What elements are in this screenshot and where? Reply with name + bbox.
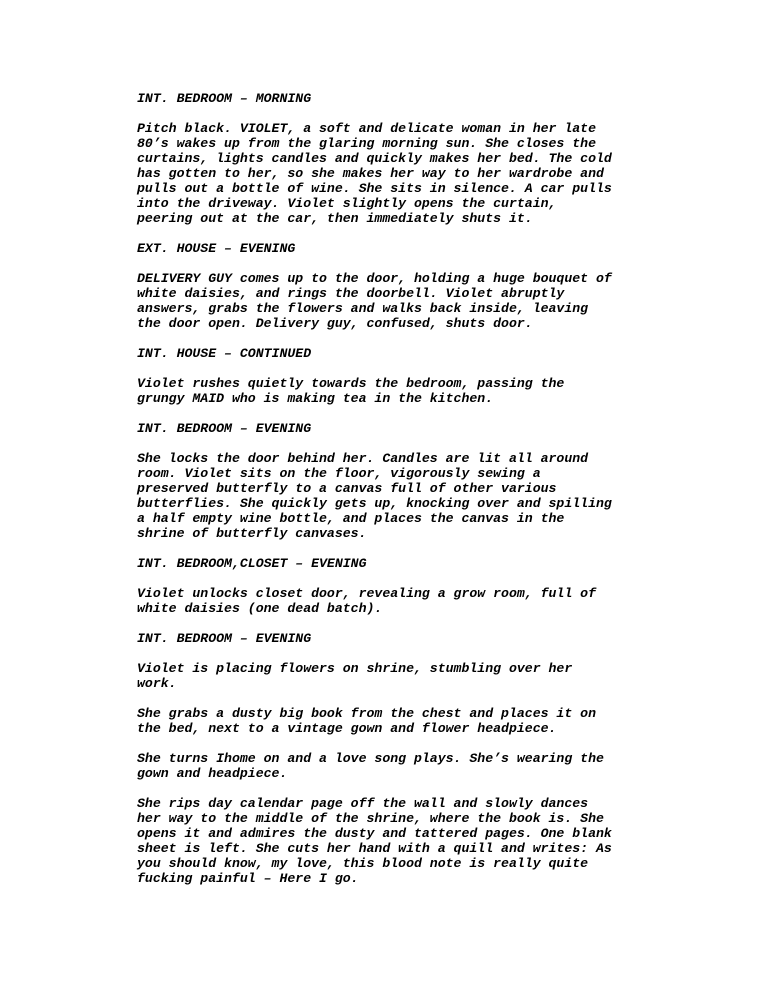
scene-heading: INT. BEDROOM – MORNING bbox=[137, 91, 312, 106]
scene-heading: INT. BEDROOM – EVENING bbox=[137, 631, 312, 646]
screenplay-body bbox=[137, 91, 697, 901]
scene-heading: EXT. HOUSE – EVENING bbox=[137, 241, 296, 256]
action-paragraph: Violet is placing flowers on shrine, stumbling over her work. bbox=[137, 661, 573, 691]
scene-heading: INT. BEDROOM,CLOSET – EVENING bbox=[137, 556, 367, 571]
action-paragraph: She grabs a dusty big book from the chest and places it on the bed, next to a vintage gown and flower headpiece. bbox=[137, 706, 596, 736]
action-paragraph: She turns Ihome on and a love song plays. She’s wearing the gown and headpiece. bbox=[137, 751, 604, 781]
action-paragraph: She locks the door behind her. Candles are lit all around room. Violet sits on the floor, vigorously sewing a preserved butterfly to a canvas full of other various butterflies. She quickly gets up, knocking over and spilling a half empty wine bottle, and places the canvas in the shrine of butterfly canvases. bbox=[137, 451, 612, 541]
action-paragraph: Pitch black. VIOLET, a soft and delicate woman in her late 80’s wakes up from the glaring morning sun. She closes the curtains, lights candles and quickly makes her bed. The cold has gotten to her, so she makes her way to her wardrobe and pulls out a bottle of wine. She sits in silence. A car pulls into the driveway. Violet slightly opens the curtain, peering out at the car, then immediately shuts it. bbox=[137, 121, 612, 226]
action-paragraph: DELIVERY GUY comes up to the door, holding a huge bouquet of white daisies, and rings the doorbell. Violet abruptly answers, grabs the flowers and walks back inside, leaving the door open. Delivery guy, confused, shuts door. bbox=[137, 271, 612, 331]
scene-heading: INT. HOUSE – CONTINUED bbox=[137, 346, 312, 361]
action-paragraph: Violet unlocks closet door, revealing a grow room, full of white daisies (one dead batch). bbox=[137, 586, 596, 616]
action-paragraph: She rips day calendar page off the wall and slowly dances her way to the middle of the shrine, where the book is. She opens it and admires the dusty and tattered pages. One blank sheet is left. She cuts her hand with a quill and writes: As you should know, my love, this blood note is really quite fucking painful – Here I go. bbox=[137, 796, 612, 886]
action-paragraph: Violet rushes quietly towards the bedroom, passing the grungy MAID who is making tea in the kitchen. bbox=[137, 376, 565, 406]
scene-heading: INT. BEDROOM – EVENING bbox=[137, 421, 312, 436]
